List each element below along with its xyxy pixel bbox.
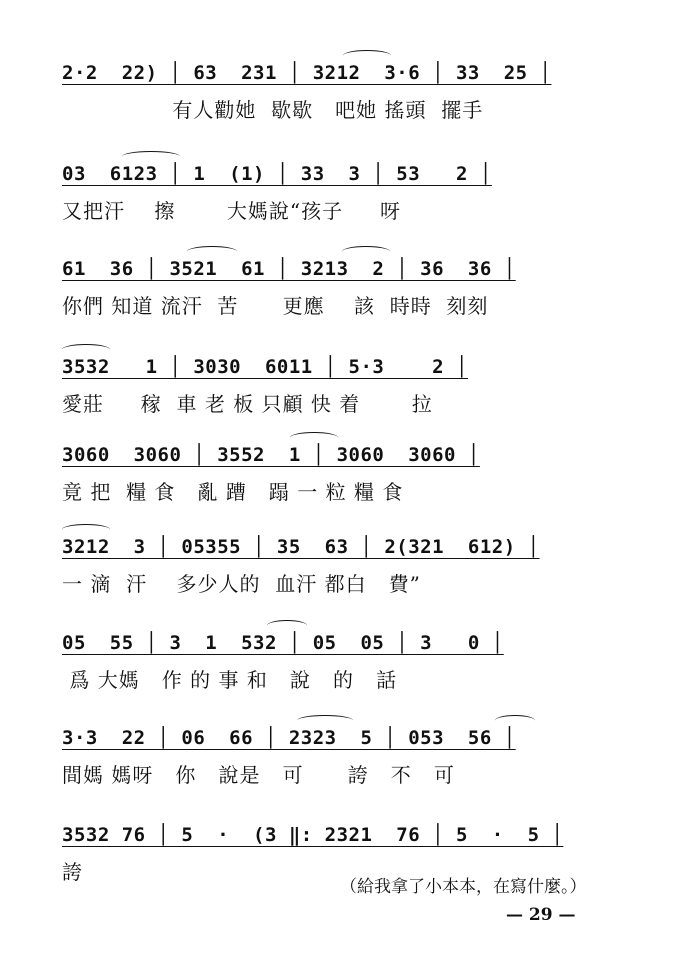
notation-line-2: 03 6123 │ 1 (1) │ 33 3 │ 53 2 │ <box>62 163 492 185</box>
stave-line-5 <box>62 438 622 538</box>
slur <box>290 432 338 443</box>
stave-line-7 <box>62 626 622 726</box>
lyrics-line-4: 愛莊 稼 車 老 板 只顧 快 着 拉 <box>62 392 433 416</box>
lyrics-line-9: 誇 <box>62 860 83 884</box>
slur <box>495 715 535 726</box>
slur <box>342 246 390 257</box>
notation-line-1: 2·2 22) │ 63 231 │ 3212 3·6 │ 33 25 │ <box>62 62 552 84</box>
stave-line-3 <box>62 252 622 352</box>
slur <box>62 344 110 355</box>
stave-line-1 <box>62 56 622 156</box>
slur <box>187 246 237 257</box>
lyrics-line-8: 間媽 媽呀 你 說是 可 誇 不 可 <box>62 763 455 787</box>
stave-line-4 <box>62 350 622 450</box>
slur <box>62 524 110 535</box>
notation-line-3: 61 36 │ 3521 61 │ 3213 2 │ 36 36 │ <box>62 258 516 280</box>
notation-line-4: 3532 1 │ 3030 6011 │ 5·3 2 │ <box>62 356 468 378</box>
lyrics-line-6: 一 滴 汗 多少人的 血汗 都白 費” <box>62 572 421 596</box>
notation-line-9: 3532 76 │ 5 · (3 ‖: 2321 76 │ 5 · 5 │ <box>62 824 564 846</box>
notation-line-7: 05 55 │ 3 1 532 │ 05 05 │ 3 0 │ <box>62 632 504 654</box>
stave-line-2 <box>62 157 622 257</box>
notation-line-6: 3212 3 │ 05355 │ 35 63 │ 2(321 612) │ <box>62 536 540 558</box>
lyrics-line-7: 爲 大媽 作 的 事 和 說 的 話 <box>62 668 398 692</box>
slur <box>297 715 353 726</box>
lyrics-line-1: 有人勸她 歇歇 吧她 搖頭 擺手 <box>62 98 484 122</box>
lyrics-line-2: 又把汗 擦 大媽說“孩子 呀 <box>62 199 401 223</box>
lyrics-line-5: 竟 把 糧 食 亂 蹧 蹋 一 粒 糧 食 <box>62 480 404 504</box>
stave-line-6 <box>62 530 622 630</box>
slur <box>267 620 307 631</box>
slur <box>343 50 391 61</box>
notation-line-5: 3060 3060 │ 3552 1 │ 3060 3060 │ <box>62 444 480 466</box>
slur <box>122 151 180 162</box>
notation-line-8: 3·3 22 │ 06 66 │ 2323 5 │ 053 56 │ <box>62 727 516 749</box>
stave-line-8 <box>62 721 622 821</box>
footnote: （給我拿了小本本，在寫什麼。） <box>340 877 587 897</box>
page-number: — 29 — <box>506 905 576 925</box>
lyrics-line-3: 你們 知道 流汗 苦 更應 該 時時 刻刻 <box>62 294 489 318</box>
stave-line-9 <box>62 818 622 918</box>
